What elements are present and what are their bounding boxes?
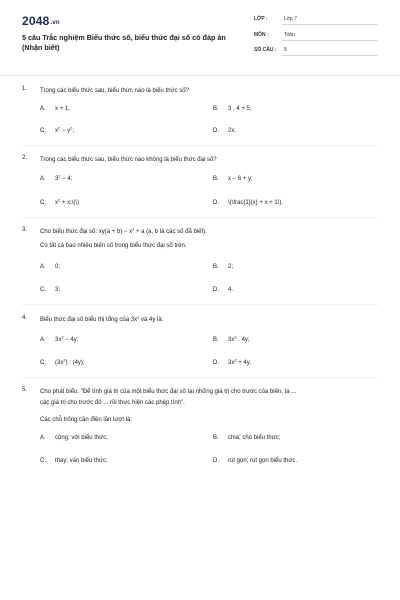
- option-value: 3;: [55, 287, 61, 293]
- question-text: Trong các biểu thức sau, biểu thức nào không là biểu thức đại số?: [40, 157, 217, 163]
- option-label: D.: [213, 287, 219, 293]
- option-value: $(3x^2)$ : (4y);: [55, 357, 85, 366]
- option-label: A.: [40, 176, 46, 182]
- site-logo[interactable]: [22, 14, 60, 28]
- option-label: B.: [213, 264, 219, 270]
- meta-socau-label: SỐ CÂU :: [254, 47, 277, 53]
- logo-suffix: .vn: [50, 20, 60, 26]
- option-label: A.: [40, 106, 46, 112]
- option-label: A.: [40, 435, 46, 441]
- option-value: 2;: [228, 264, 234, 270]
- meta-lop-value: Lớp 7: [284, 16, 298, 22]
- option-value: cộng; với biểu thức;: [55, 435, 108, 441]
- option-value: rút gọn; rút gọn biểu thức.: [228, 458, 298, 464]
- option-label: C.: [40, 200, 46, 206]
- option-label: B.: [213, 106, 219, 112]
- option-label: C.: [40, 360, 46, 366]
- option-value: 2x.: [228, 128, 237, 134]
- option-label: B.: [213, 435, 219, 441]
- meta-mon-value: Toán: [284, 32, 295, 38]
- meta-mon-underline: [282, 40, 378, 41]
- option-value: x + 1;: [55, 106, 70, 112]
- question-divider: [22, 217, 378, 218]
- meta-socau: [254, 44, 378, 56]
- option-label: D.: [213, 360, 219, 366]
- meta-lop: [254, 13, 378, 25]
- option-value: $3^2 - 4$;: [55, 173, 73, 182]
- document-header: [0, 0, 400, 76]
- option-label: B.: [213, 337, 219, 343]
- question-number: 3.: [22, 227, 28, 233]
- meta-socau-underline: [282, 55, 378, 56]
- option-label: C.: [40, 128, 46, 134]
- option-value: 0;: [55, 264, 61, 270]
- question-number: 5.: [22, 387, 28, 393]
- question-number: 2.: [22, 155, 28, 161]
- question-divider: [22, 377, 378, 378]
- question-number: 4.: [22, 315, 28, 321]
- option-value: $x^2$ + x;\(\): [55, 197, 80, 206]
- option-value: $3x^2 + 4y$.: [228, 357, 251, 366]
- option-value: 3 . 4 + 5;: [228, 106, 252, 112]
- option-label: D.: [213, 200, 219, 206]
- option-value: $x^2 - y^2$;: [55, 125, 74, 134]
- question-text: Cho biểu thức đại số: $xy(a + b) - x^2 + a$ (a, b là các số đã biết).: [40, 226, 207, 235]
- meta-mon-label: MÔN :: [254, 32, 269, 38]
- question-text: Biểu thức đại số biểu thị tổng của $3x^2$ và 4y là:: [40, 314, 164, 323]
- option-label: D.: [213, 458, 219, 464]
- option-value: chia; cho biểu thức;: [228, 435, 281, 441]
- option-value: $3x^2$ . 4y;: [228, 334, 250, 343]
- option-label: D.: [213, 128, 219, 134]
- question-text-line1: Cho phát biểu: "Để tính giá trị của một biểu thức đại số tại những giá trị cho trước của biến, ta ...: [40, 389, 297, 395]
- meta-socau-value: 5: [284, 47, 287, 53]
- question-text: Trong các biểu thức sau, biểu thức nào là biểu thức số?: [40, 88, 189, 94]
- question-divider: [22, 304, 378, 305]
- question-number: 1.: [22, 86, 28, 92]
- option-label: A.: [40, 337, 46, 343]
- option-value: x − 6 + y;: [228, 176, 253, 182]
- meta-mon: [254, 29, 378, 41]
- option-value: 4.: [228, 287, 234, 293]
- question-text-line2: các giá trị cho trước đó ... rồi thực hiện các phép tính".: [40, 400, 185, 406]
- option-value: thay; vào biểu thức;: [55, 458, 108, 464]
- option-value: \(\frac{1}{x} + x + 1\).: [228, 200, 284, 206]
- option-label: C.: [40, 287, 46, 293]
- option-label: C.: [40, 458, 46, 464]
- question-text-line2: Có tất cả bao nhiêu biến số trong biểu thức đại số trên.: [40, 243, 187, 249]
- option-label: A.: [40, 264, 46, 270]
- document-title: 5 câu Trắc nghiệm Biểu thức số, biểu thức đại số có đáp án (Nhận biết): [22, 33, 226, 52]
- meta-lop-label: LỚP :: [254, 16, 268, 22]
- question-text-line3: Các chỗ trống cần điền lần lượt là:: [40, 417, 133, 423]
- option-value: $3x^2 - 4y$;: [55, 334, 79, 343]
- option-label: B.: [213, 176, 219, 182]
- question-divider: [22, 145, 378, 146]
- logo-main: 2048: [22, 14, 50, 28]
- meta-lop-underline: [282, 24, 378, 25]
